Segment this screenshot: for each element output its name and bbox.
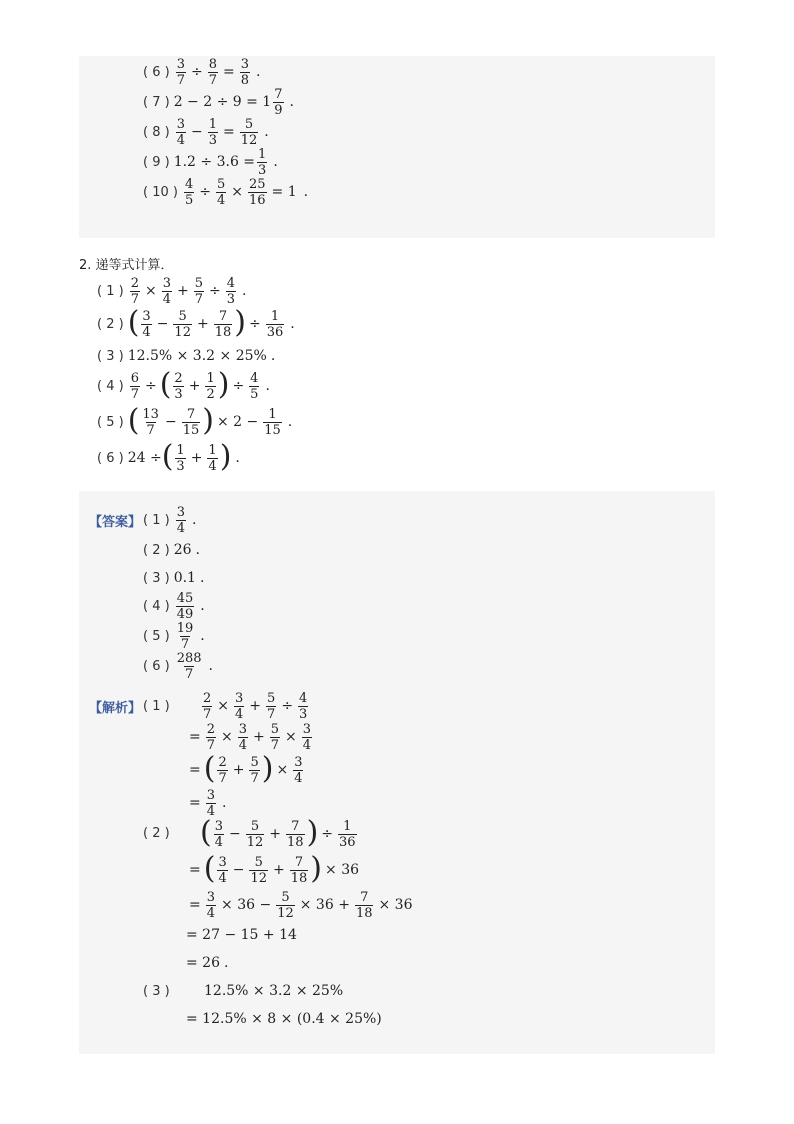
question-title: 2. 递等式计算． bbox=[79, 257, 174, 273]
fraction: $\frac{5}{12}$ bbox=[250, 854, 268, 886]
fraction: $\frac{2}{7}$ bbox=[218, 754, 227, 786]
item-index: ( 2 ) bbox=[143, 542, 170, 558]
analysis-index-2: ( 2 ) bbox=[143, 825, 170, 841]
answer-item-2: ( 2 ) 26 . bbox=[143, 542, 200, 558]
item-index: ( 1 ) bbox=[97, 283, 124, 299]
fraction: $\frac{4}{3}$ bbox=[299, 690, 308, 722]
analysis-2-line-4: = 27 − 15 + 14 bbox=[186, 927, 297, 943]
fraction: $\frac{1}{3}$ bbox=[208, 116, 217, 148]
item-index: ( 4 ) bbox=[97, 378, 124, 394]
fraction: $\frac{6}{7}$ bbox=[130, 370, 139, 402]
fraction: $\frac{3}{4}$ bbox=[214, 818, 223, 850]
fraction: $\frac{5}{12}$ bbox=[246, 818, 264, 850]
answer-item-10: ( 10 ) $\frac{4}{5}$ ÷ $\frac{5}{4}$ × $\frac{25}{16}$ = 1 . bbox=[143, 176, 309, 208]
fraction: $\frac{7}{9}$ bbox=[274, 86, 283, 118]
analysis-1-line-4: = $\frac{3}{4}$ . bbox=[189, 787, 227, 819]
fraction: $\frac{2}{3}$ bbox=[174, 370, 183, 402]
item-index: ( 6 ) bbox=[97, 450, 124, 466]
fraction: $\frac{1}{36}$ bbox=[266, 308, 284, 340]
fraction: $\frac{3}{4}$ bbox=[302, 721, 312, 753]
answer-item-9: ( 9 ) 1.2 ÷ 3.6 = $\frac{1}{3}$ . bbox=[143, 146, 278, 178]
answer-item-4: ( 4 ) $\frac{45}{49}$ . bbox=[143, 590, 205, 622]
fraction: $\frac{5}{7}$ bbox=[250, 754, 259, 786]
fraction: $\frac{5}{12}$ bbox=[277, 889, 294, 921]
answer-item-5: ( 5 ) $\frac{19}{7}$ . bbox=[143, 620, 205, 652]
fraction: $\frac{1}{3}$ bbox=[258, 146, 267, 178]
fraction: $\frac{288}{7}$ bbox=[176, 650, 202, 682]
fraction: $\frac{5}{7}$ bbox=[194, 275, 203, 307]
fraction: $\frac{3}{4}$ bbox=[235, 690, 244, 722]
fraction: $\frac{7}{18}$ bbox=[287, 818, 304, 850]
question-item-1: ( 1 ) $\frac{2}{7}$ × $\frac{3}{4}$ + $\frac{5}{7}$ ÷ $\frac{4}{3}$ . bbox=[97, 275, 247, 307]
analysis-3-line-2: = 12.5% × 8 × (0.4 × 25%) bbox=[186, 1011, 382, 1027]
fraction: $\frac{1}{36}$ bbox=[339, 818, 356, 850]
answer-item-8: ( 8 ) $\frac{3}{4}$ − $\frac{1}{3}$ = $\frac{5}{12}$ . bbox=[143, 116, 269, 148]
fraction: $\frac{7}{18}$ bbox=[214, 308, 232, 340]
fraction: $\frac{2}{7}$ bbox=[206, 721, 216, 753]
item-index: ( 3 ) bbox=[97, 348, 124, 364]
fraction: $\frac{1}{3}$ bbox=[176, 442, 185, 474]
fraction: $\frac{3}{4}$ bbox=[294, 754, 303, 786]
question-item-3: ( 3 ) 12.5% × 3.2 × 25% . bbox=[97, 348, 276, 364]
fraction: $\frac{3}{8}$ bbox=[240, 56, 249, 88]
fraction: $\frac{45}{49}$ bbox=[176, 590, 194, 622]
fraction: $\frac{7}{18}$ bbox=[355, 889, 373, 921]
analysis-3-line-1: 12.5% × 3.2 × 25% bbox=[204, 983, 344, 999]
item-index: ( 5 ) bbox=[97, 414, 124, 430]
fraction: $\frac{5}{4}$ bbox=[216, 176, 226, 208]
item-index: ( 9 ) bbox=[143, 154, 170, 170]
item-index: ( 3 ) bbox=[143, 570, 170, 586]
item-index: ( 6 ) bbox=[143, 64, 170, 80]
fraction: $\frac{4}{5}$ bbox=[250, 370, 259, 402]
fraction: $\frac{1}{15}$ bbox=[264, 406, 281, 438]
fraction: $\frac{2}{7}$ bbox=[130, 275, 139, 307]
fraction: $\frac{7}{15}$ bbox=[182, 406, 200, 438]
fraction: $\frac{8}{7}$ bbox=[208, 56, 217, 88]
fraction: $\frac{7}{18}$ bbox=[290, 854, 308, 886]
fraction: $\frac{3}{4}$ bbox=[176, 116, 185, 148]
item-index: ( 7 ) bbox=[143, 94, 170, 110]
answer-item-6: ( 6 ) $\frac{3}{7}$ ÷ $\frac{8}{7}$ = $\frac{3}{8}$ . bbox=[143, 56, 261, 88]
fraction: $\frac{13}{7}$ bbox=[142, 406, 159, 438]
fraction: $\frac{3}{4}$ bbox=[176, 504, 185, 536]
item-index: ( 10 ) bbox=[143, 184, 178, 200]
answer-item-6: ( 6 ) $\frac{288}{7}$ . bbox=[143, 650, 213, 682]
answer-item-3: ( 3 ) 0.1 . bbox=[143, 570, 205, 586]
analysis-1-line-3: = ( $\frac{2}{7}$ + $\frac{5}{7}$ ) × $\frac{3}{4}$ bbox=[189, 750, 303, 786]
fraction: $\frac{25}{16}$ bbox=[248, 176, 266, 208]
fraction: $\frac{3}{4}$ bbox=[218, 854, 227, 886]
answer-item-1: ( 1 ) $\frac{3}{4}$ . bbox=[143, 504, 197, 536]
item-index: ( 6 ) bbox=[143, 658, 170, 674]
item-index: ( 4 ) bbox=[143, 598, 170, 614]
analysis-1-line-1: $\frac{2}{7}$ × $\frac{3}{4}$ + $\frac{5}{7}$ ÷ $\frac{4}{3}$ bbox=[203, 690, 308, 722]
question-item-4: ( 4 ) $\frac{6}{7}$ ÷ ( $\frac{2}{3}$ + $\frac{1}{2}$ ) ÷ $\frac{4}{5}$ . bbox=[97, 366, 270, 402]
item-index: ( 2 ) bbox=[97, 316, 124, 332]
fraction: $\frac{5}{7}$ bbox=[270, 721, 280, 753]
fraction: $\frac{3}{7}$ bbox=[176, 56, 185, 88]
fraction: $\frac{3}{4}$ bbox=[238, 721, 248, 753]
analysis-index-3: ( 3 ) bbox=[143, 983, 170, 999]
fraction: $\frac{3}{4}$ bbox=[206, 889, 216, 921]
fraction: $\frac{4}{5}$ bbox=[184, 176, 194, 208]
fraction: $\frac{5}{7}$ bbox=[267, 690, 276, 722]
fraction: $\frac{2}{7}$ bbox=[203, 690, 212, 722]
fraction: $\frac{4}{3}$ bbox=[226, 275, 236, 307]
question-item-2: ( 2 ) ( $\frac{3}{4}$ − $\frac{5}{12}$ + $\frac{7}{18}$ ) ÷ $\frac{1}{36}$ . bbox=[97, 304, 295, 340]
fraction: $\frac{1}{4}$ bbox=[208, 442, 217, 474]
question-item-5: ( 5 ) ( $\frac{13}{7}$ − $\frac{7}{15}$ ) × 2 − $\frac{1}{15}$ . bbox=[97, 402, 293, 438]
analysis-2-line-5: = 26 . bbox=[186, 955, 229, 971]
analysis-2-line-1: ( $\frac{3}{4}$ − $\frac{5}{12}$ + $\frac{7}{18}$ ) ÷ $\frac{1}{36}$ bbox=[200, 814, 356, 850]
fraction: $\frac{5}{12}$ bbox=[240, 116, 258, 148]
question-item-6: ( 6 ) 24 ÷ ( $\frac{1}{3}$ + $\frac{1}{4}$ ) . bbox=[97, 438, 240, 474]
fraction: $\frac{3}{4}$ bbox=[142, 308, 151, 340]
fraction: $\frac{3}{4}$ bbox=[206, 787, 216, 819]
fraction: $\frac{19}{7}$ bbox=[176, 620, 194, 652]
item-index: ( 8 ) bbox=[143, 124, 170, 140]
fraction: $\frac{3}{4}$ bbox=[162, 275, 171, 307]
item-index: ( 5 ) bbox=[143, 628, 170, 644]
analysis-2-line-2: = ( $\frac{3}{4}$ − $\frac{5}{12}$ + $\frac{7}{18}$ ) × 36 bbox=[189, 850, 360, 886]
fraction: $\frac{5}{12}$ bbox=[174, 308, 191, 340]
fraction: $\frac{1}{2}$ bbox=[206, 370, 215, 402]
analysis-label: 【解析】 bbox=[89, 700, 142, 716]
answer-label: 【答案】 bbox=[89, 514, 142, 530]
item-index: ( 1 ) bbox=[143, 512, 170, 528]
answer-item-7: ( 7 ) 2 − 2 ÷ 9 = 1 $\frac{7}{9}$ . bbox=[143, 86, 294, 118]
analysis-index-1: ( 1 ) bbox=[143, 698, 170, 714]
analysis-2-line-3: = $\frac{3}{4}$ × 36 − $\frac{5}{12}$ × 36 + $\frac{7}{18}$ × 36 bbox=[189, 889, 413, 921]
analysis-1-line-2: = $\frac{2}{7}$ × $\frac{3}{4}$ + $\frac{5}{7}$ × $\frac{3}{4}$ bbox=[189, 721, 312, 753]
